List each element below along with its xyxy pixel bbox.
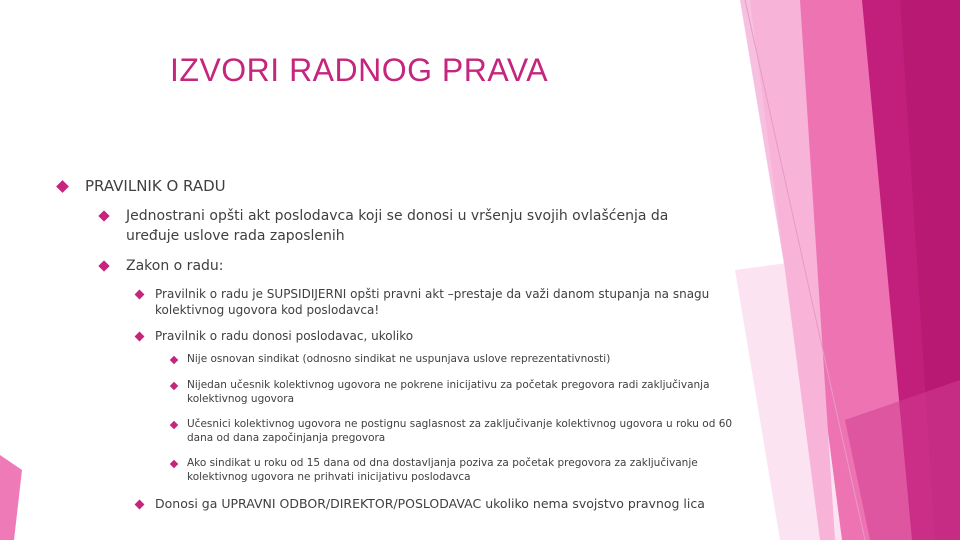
diamond-bullet-icon xyxy=(98,210,109,221)
bullet-upravni-odbor xyxy=(136,496,715,512)
bullet-pravilnik xyxy=(58,176,226,196)
bullet-condition-3 xyxy=(171,417,747,445)
bullet-donosi-poslodavac xyxy=(136,328,715,344)
bullet-text: Pravilnik o radu je SUPSIDIJERNI opšti pravni akt –prestaje da važi danom stupanja na snagu kolektivnog ugovora kod poslodavca! xyxy=(155,287,710,317)
bullet-text: Zakon o radu: xyxy=(126,258,224,274)
bullet-text: Učesnici kolektivnog ugovora ne postignu saglasnost za zaključivanje kolektivnog ugovora u roku od 60 dana od dana započinjanja pregovora xyxy=(187,418,733,444)
diamond-bullet-icon xyxy=(135,500,145,510)
diamond-bullet-icon xyxy=(98,260,109,271)
diamond-bullet-icon xyxy=(170,460,178,468)
diamond-bullet-icon xyxy=(135,332,145,342)
diamond-bullet-icon xyxy=(135,290,145,300)
bullet-text: Ako sindikat u roku od 15 dana od dna dostavljanja poziva za početak pregovora za zaključivanje kolektivnog ugovora ne prihvati inicijativu poslodavca xyxy=(187,457,698,483)
bullet-definition xyxy=(100,206,706,246)
bullet-text: Nije osnovan sindikat (odnosno sindikat ne uspunjava uslove reprezentativnosti) xyxy=(187,353,611,365)
diamond-bullet-icon xyxy=(170,382,178,390)
bullet-text: Donosi ga UPRAVNI ODBOR/DIREKTOR/POSLODAVAC ukoliko nema svojstvo pravnog lica xyxy=(155,496,705,511)
diamond-bullet-icon xyxy=(56,180,69,193)
bullet-text: PRAVILNIK O RADU xyxy=(85,177,226,195)
bullet-condition-4 xyxy=(171,456,747,484)
bullet-zakon xyxy=(100,256,706,276)
bullet-condition-1 xyxy=(171,352,747,366)
bullet-condition-2 xyxy=(171,378,747,406)
diamond-bullet-icon xyxy=(170,356,178,364)
slide-title: IZVORI RADNOG PRAVA xyxy=(170,52,549,88)
bullet-supsidijerni xyxy=(136,286,715,318)
left-wedge xyxy=(0,455,22,540)
bullet-text: Pravilnik o radu donosi poslodavac, ukoliko xyxy=(155,329,414,343)
bullet-text: Jednostrani opšti akt poslodavca koji se donosi u vršenju svojih ovlašćenja da uređuje uslove rada zaposlenih xyxy=(126,208,669,244)
diamond-bullet-icon xyxy=(170,421,178,429)
bullet-text: Nijedan učesnik kolektivnog ugovora ne pokrene inicijativu za početak pregovora radi zaključivanja kolektivnog ugovora xyxy=(187,379,710,405)
